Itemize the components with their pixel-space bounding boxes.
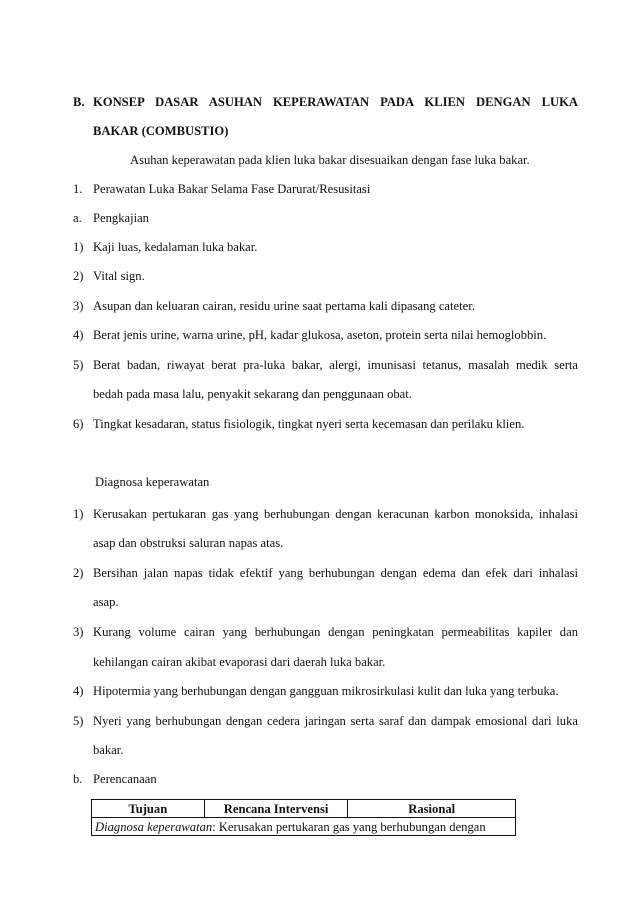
diagnosis-row-text: : Kerusakan pertukaran gas yang berhubungan dengan <box>212 819 486 834</box>
item-number: 1) <box>73 507 84 521</box>
planning-table <box>91 799 516 836</box>
pengkajian-title: Pengkajian <box>93 211 149 225</box>
item-text: Berat badan, riwayat berat pra-luka bakar, alergi, imunisasi tetanus, masalah medik serta <box>93 358 578 372</box>
item-number: 2) <box>73 566 84 580</box>
item-text: Berat jenis urine, warna urine, pH, kadar glukosa, aseton, protein serta nilai hemoglobbin. <box>93 328 547 342</box>
intro-paragraph: Asuhan keperawatan pada klien luka bakar disesuaikan dengan fase luka bakar. <box>130 153 530 167</box>
item-text-continuation: asap dan obstruksi saluran napas atas. <box>93 536 284 550</box>
item-number: 6) <box>73 417 84 431</box>
diagnosis-row-cell <box>92 818 516 836</box>
section-title-line2: BAKAR (COMBUSTIO) <box>93 124 229 138</box>
item-number: 2) <box>73 269 84 283</box>
item-text-continuation: bakar. <box>93 743 124 757</box>
diagnosis-row-label: Diagnosa keperawatan <box>95 819 213 834</box>
section-letter: B. <box>73 95 85 109</box>
item-number: 4) <box>73 328 84 342</box>
column-header-tujuan: Tujuan <box>92 800 205 818</box>
point-1-text: Perawatan Luka Bakar Selama Fase Darurat/Resusitasi <box>93 182 371 196</box>
item-number: 5) <box>73 358 84 372</box>
section-title-line1: KONSEP DASAR ASUHAN KEPERAWATAN PADA KLIEN DENGAN LUKA <box>93 95 578 109</box>
item-text: Hipotermia yang berhubungan dengan gangguan mikrosirkulasi kulit dan luka yang terbuka. <box>93 684 559 698</box>
item-text-continuation: asap. <box>93 595 119 609</box>
perencanaan-title: Perencanaan <box>93 772 157 786</box>
item-text: Asupan dan keluaran cairan, residu urine saat pertama kali dipasang cateter. <box>93 299 475 313</box>
column-header-rasional: Rasional <box>348 800 516 818</box>
item-text: Tingkat kesadaran, status fisiologik, tingkat nyeri serta kecemasan dan perilaku klien. <box>93 417 525 431</box>
item-text: Bersihan jalan napas tidak efektif yang berhubungan dengan edema dan efek dari inhalasi <box>93 566 578 580</box>
item-text-continuation: bedah pada masa lalu, penyakit sekarang dan penggunaan obat. <box>93 387 412 401</box>
item-text: Vital sign. <box>93 269 145 283</box>
item-text: Kaji luas, kedalaman luka bakar. <box>93 240 258 254</box>
item-text-continuation: kehilangan cairan akibat evaporasi dari daerah luka bakar. <box>93 655 386 669</box>
item-number: 5) <box>73 714 84 728</box>
item-text: Kerusakan pertukaran gas yang berhubungan dengan keracunan karbon monoksida, inhalasi <box>93 507 578 521</box>
item-text: Kurang volume cairan yang berhubungan dengan peningkatan permeabilitas kapiler dan <box>93 625 578 639</box>
point-1-number: 1. <box>73 182 83 196</box>
column-header-rencana-intervensi: Rencana Intervensi <box>204 800 348 818</box>
item-number: 4) <box>73 684 84 698</box>
item-number: 3) <box>73 299 84 313</box>
table-header-row <box>92 800 516 818</box>
table-row <box>92 818 516 836</box>
perencanaan-letter: b. <box>73 772 83 786</box>
pengkajian-letter: a. <box>73 211 82 225</box>
item-number: 3) <box>73 625 84 639</box>
item-text: Nyeri yang berhubungan dengan cedera jaringan serta saraf dan dampak emosional dari luka <box>93 714 578 728</box>
diagnosa-heading: Diagnosa keperawatan <box>95 475 210 489</box>
item-number: 1) <box>73 240 84 254</box>
